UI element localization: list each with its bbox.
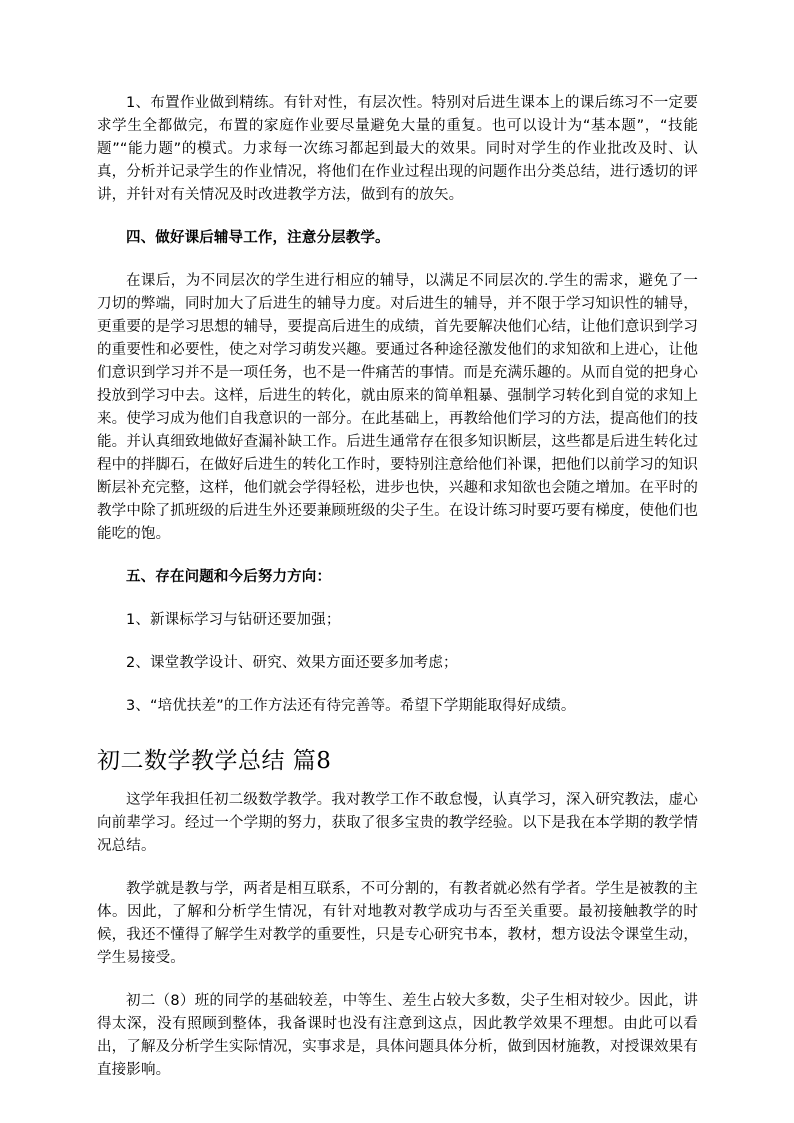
paragraph-class-analysis: 初二（8）班的同学的基础较差，中等生、差生占较大多数，尖子生相对较少。因此，讲得太深，没有照顾到整体，我备课时也没有注意到这点，因此教学效果不理想。由此可以看出，了解及分析学生实际情况，实事求是，具体问题具体分析，做到因材施教，对授课效果有直接影响。	[97, 993, 698, 1078]
list-item-work-methods: 3、“培优扶差”的工作方法还有待完善等。希望下学期能取得好成绩。	[126, 698, 576, 714]
list-item-lesson-design: 2、课堂教学设计、研究、效果方面还要多加考虑；	[126, 655, 458, 671]
section-title: 初二数学教学总结 篇8	[97, 748, 332, 774]
list-item-curriculum-study: 1、新课标学习与钻研还要加强；	[126, 612, 341, 628]
heading-after-class-tutoring: 四、做好课后辅导工作，注意分层教学。	[126, 230, 390, 246]
heading-problems-and-directions: 五、存在问题和今后努力方向：	[126, 569, 332, 585]
paragraph-homework: 1、布置作业做到精练。有针对性，有层次性。特别对后进生课本上的课后练习不一定要求学生全都做完，布置的家庭作业要尽量避免大量的重复。也可以设计为“基本题”，“技能题”“能力题”的模式。力求每一次练习都起到最大的效果。同时对学生的作业批改及时、认真，分析并记录学生的作业情况，将他们在作业过程出现的问题作出分类总结，进行透切的评讲，并针对有关情况及时改进教学方法，做到有的放矢。	[97, 95, 698, 203]
paragraph-intro: 这学年我担任初二级数学教学。我对教学工作不敢怠慢，认真学习，深入研究教法，虚心向前辈学习。经过一个学期的努力，获取了很多宝贵的教学经验。以下是我在本学期的教学情况总结。	[97, 792, 698, 854]
document-page	[97, 92, 698, 1078]
paragraph-teaching-and-learning: 教学就是教与学，两者是相互联系，不可分割的，有教者就必然有学者。学生是被教的主体。因此，了解和分析学生情况，有针对地教对教学成功与否至关重要。最初接触教学的时候，我还不懂得了解学生对教学的重要性，只是专心研究书本，教材，想方设法令课堂生动，学生易接受。	[97, 881, 698, 966]
paragraph-tutoring: 在课后，为不同层次的学生进行相应的辅导，以满足不同层次的.学生的需求，避免了一刀切的弊端，同时加大了后进生的辅导力度。对后进生的辅导，并不限于学习知识性的辅导，更重要的是学习思想的辅导，要提高后进生的成绩，首先要解决他们心结，让他们意识到学习的重要性和必要性，使之对学习萌发兴趣。要通过各种途径激发他们的求知欲和上进心，让他们意识到学习并不是一项任务，也不是一件痛苦的事情。而是充满乐趣的。从而自觉的把身心投放到学习中去。这样，后进生的转化，就由原来的简单粗暴、强制学习转化到自觉的求知上来。使学习成为他们自我意识的一部分。在此基础上，再教给他们学习的方法，提高他们的技能。并认真细致地做好查漏补缺工作。后进生通常存在很多知识断层，这些都是后进生转化过程中的拌脚石，在做好后进生的转化工作时，要特别注意给他们补课，把他们以前学习的知识断层补充完整，这样，他们就会学得轻松，进步也快，兴趣和求知欲也会随之增加。在平时的教学中除了抓班级的后进生外还要兼顾班级的尖子生。在设计练习时要巧要有梯度，使他们也能吃的饱。	[97, 273, 698, 542]
